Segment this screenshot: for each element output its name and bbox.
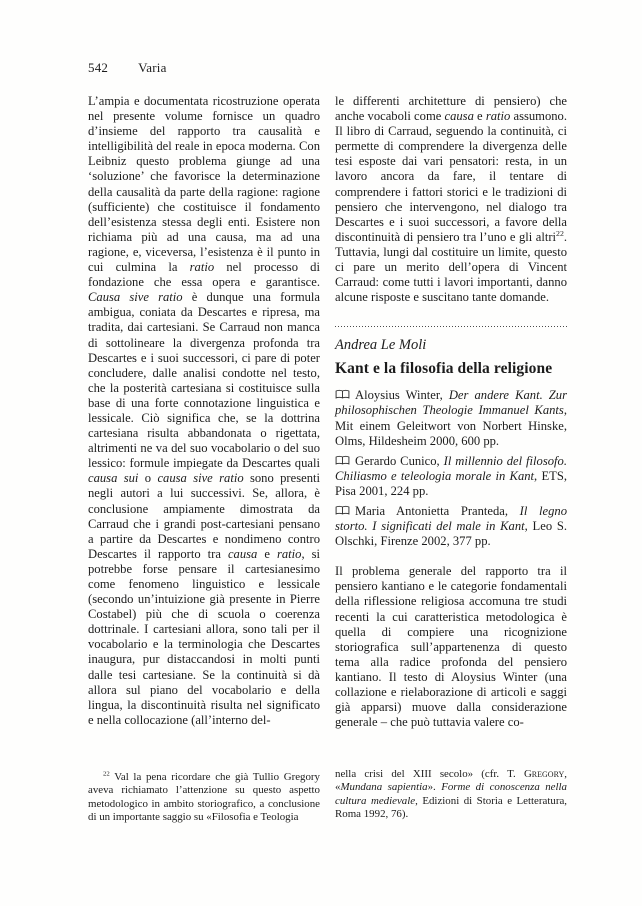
book-citation: Aloysius Winter, Der andere Kant. Zur philosophischen Theologie Immanuel Kants, Mit einem Geleitwort von Norbert Hinske, Olms, Hildesheim 2000, 600 pp.	[335, 388, 567, 448]
open-book-icon	[335, 505, 350, 516]
right-column	[335, 94, 567, 730]
book-entry	[335, 388, 567, 448]
book-citation: Maria Antonietta Pranteda, Il legno storto. I significati del male in Kant, Leo S. Olschki, Firenze 2002, 377 pp.	[335, 503, 567, 549]
review-title: Kant e la filosofia della religione	[335, 360, 553, 378]
open-book-icon	[335, 389, 350, 400]
book-citation: Gerardo Cunico, Il millennio del filosofo. Chiliasmo e teleologia morale in Kant, ETS, Pisa 2001, 224 pp.	[335, 453, 567, 498]
running-head	[88, 60, 167, 76]
open-book-icon	[335, 455, 350, 466]
body-paragraph-right: le differenti architetture di pensiero) che anche vocaboli come causa e ratio assumono. Il libro di Carraud, seguendo la continuità, ci permette di comprendere la divergenza delle tesi esposte dai vari pensatori: resta, in un lavoro ancora da fare, il tentare di comprendere i fattori storici e le tradizioni di pensiero che intervengono, nel dialogo tra Descartes e i suoi successori, a favore della discontinuità di pensiero tra l’uno e gli altri$^{22}$. Tuttavia, lungi dal costituire un limite, questo ci pare un merito dell’opera di Vincent Carraud: come tutti i lavori importanti, danno alcune risposte e suscitano tante domande.	[335, 94, 567, 305]
left-column	[88, 94, 320, 728]
page-number: 542	[88, 60, 109, 75]
section-title: Varia	[138, 60, 167, 75]
review-section-divider	[335, 326, 567, 328]
body-paragraph-left: L’ampia e documentata ricostruzione operata nel presente volume fornisce un quadro d’insieme del rapporto tra causalità e intelligibilità del reale in epoca moderna. Con Leibniz questo problema giunge ad una ‘soluzione’ che favorisce la determinazione della causalità da parte della ragione: ragione (sufficiente) che costituisce il fondamento dell’esistenza stessa degli enti. Esistere non richiama più ad una causa, ma ad una ragione, e, viceversa, l’esistenza è il punto in cui culmina la ratio nel processo di fondazione che essa opera e garantisce. Causa sive ratio è dunque una formula ambigua, coniata da Descartes e ripresa, ma tradita, dai cartesiani. Se Carraud non manca di sottolineare la divergenza profonda tra Descartes e i suoi successori, ci pare di poter concludere, dalle analisi condotte nel testo, che la posterità cartesiana si costituisce sulla base di una forte connotazione linguistica e lessicale. Ciò significa che, se la dottrina cartesiana risulta abbandonata o rigettata, altrimenti ne va del suo vocabolario o del suo lessico: formule impiegate da Descartes quali causa sui o causa sive ratio sono presenti negli autori a lui successivi. Se, allora, è conclusione ampiamente dimostrata da Carraud che i grandi post-cartesiani pensano a partire da Descartes e nondimeno contro Descartes il rapporto tra causa e ratio, si potrebbe forse pensare il cartesianesimo come fenomeno linguistico e lessicale (secondo un’intuizione già presente in Pierre Costabel) più che di scuola o coerenza dottrinale. I cartesiani allora, sono tali per il vocabolario e la terminologia che Descartes inaugura, pur distaccandosi in molti punti dalle tesi cartesiane. Se la continuità si dà allora sul piano del vocabolario e della lingua, la discontinuità risulta nel significato e nella collocazione (all’interno del-	[88, 94, 320, 727]
footnote-right-continuation: nella crisi del XIII secolo» (cfr. T. Gregory, «Mundana sapientia». Forme di conoscenza nella cultura medievale, Edizioni di Storia e Letteratura, Roma 1992, 76).	[335, 768, 568, 820]
review-body-paragraph: Il problema generale del rapporto tra il pensiero kantiano e le categorie fondamentali della riflessione religiosa accomuna tre studi recenti la cui caratteristica metodologica è quella di compiere una ricognizione storiografica sull’appartenenza di questo tema alla radice profonda del pensiero kantiano. Il testo di Aloysius Winter (una collazione e rielaborazione di articoli e saggi già apparsi) muove dalla considerazione generale – che può tuttavia valere co-	[335, 564, 567, 730]
footnote-left: $^{22}$ Val la pena ricordare che già Tullio Gregory aveva richiamato l’attenzione su questo aspetto metodologico in ambito storiografico, a conclusione di un importante saggio su «Filosofia e Teologia	[88, 770, 320, 823]
book-entry	[335, 454, 567, 499]
review-author: Andrea Le Moli	[335, 337, 427, 354]
book-entry	[335, 504, 567, 549]
